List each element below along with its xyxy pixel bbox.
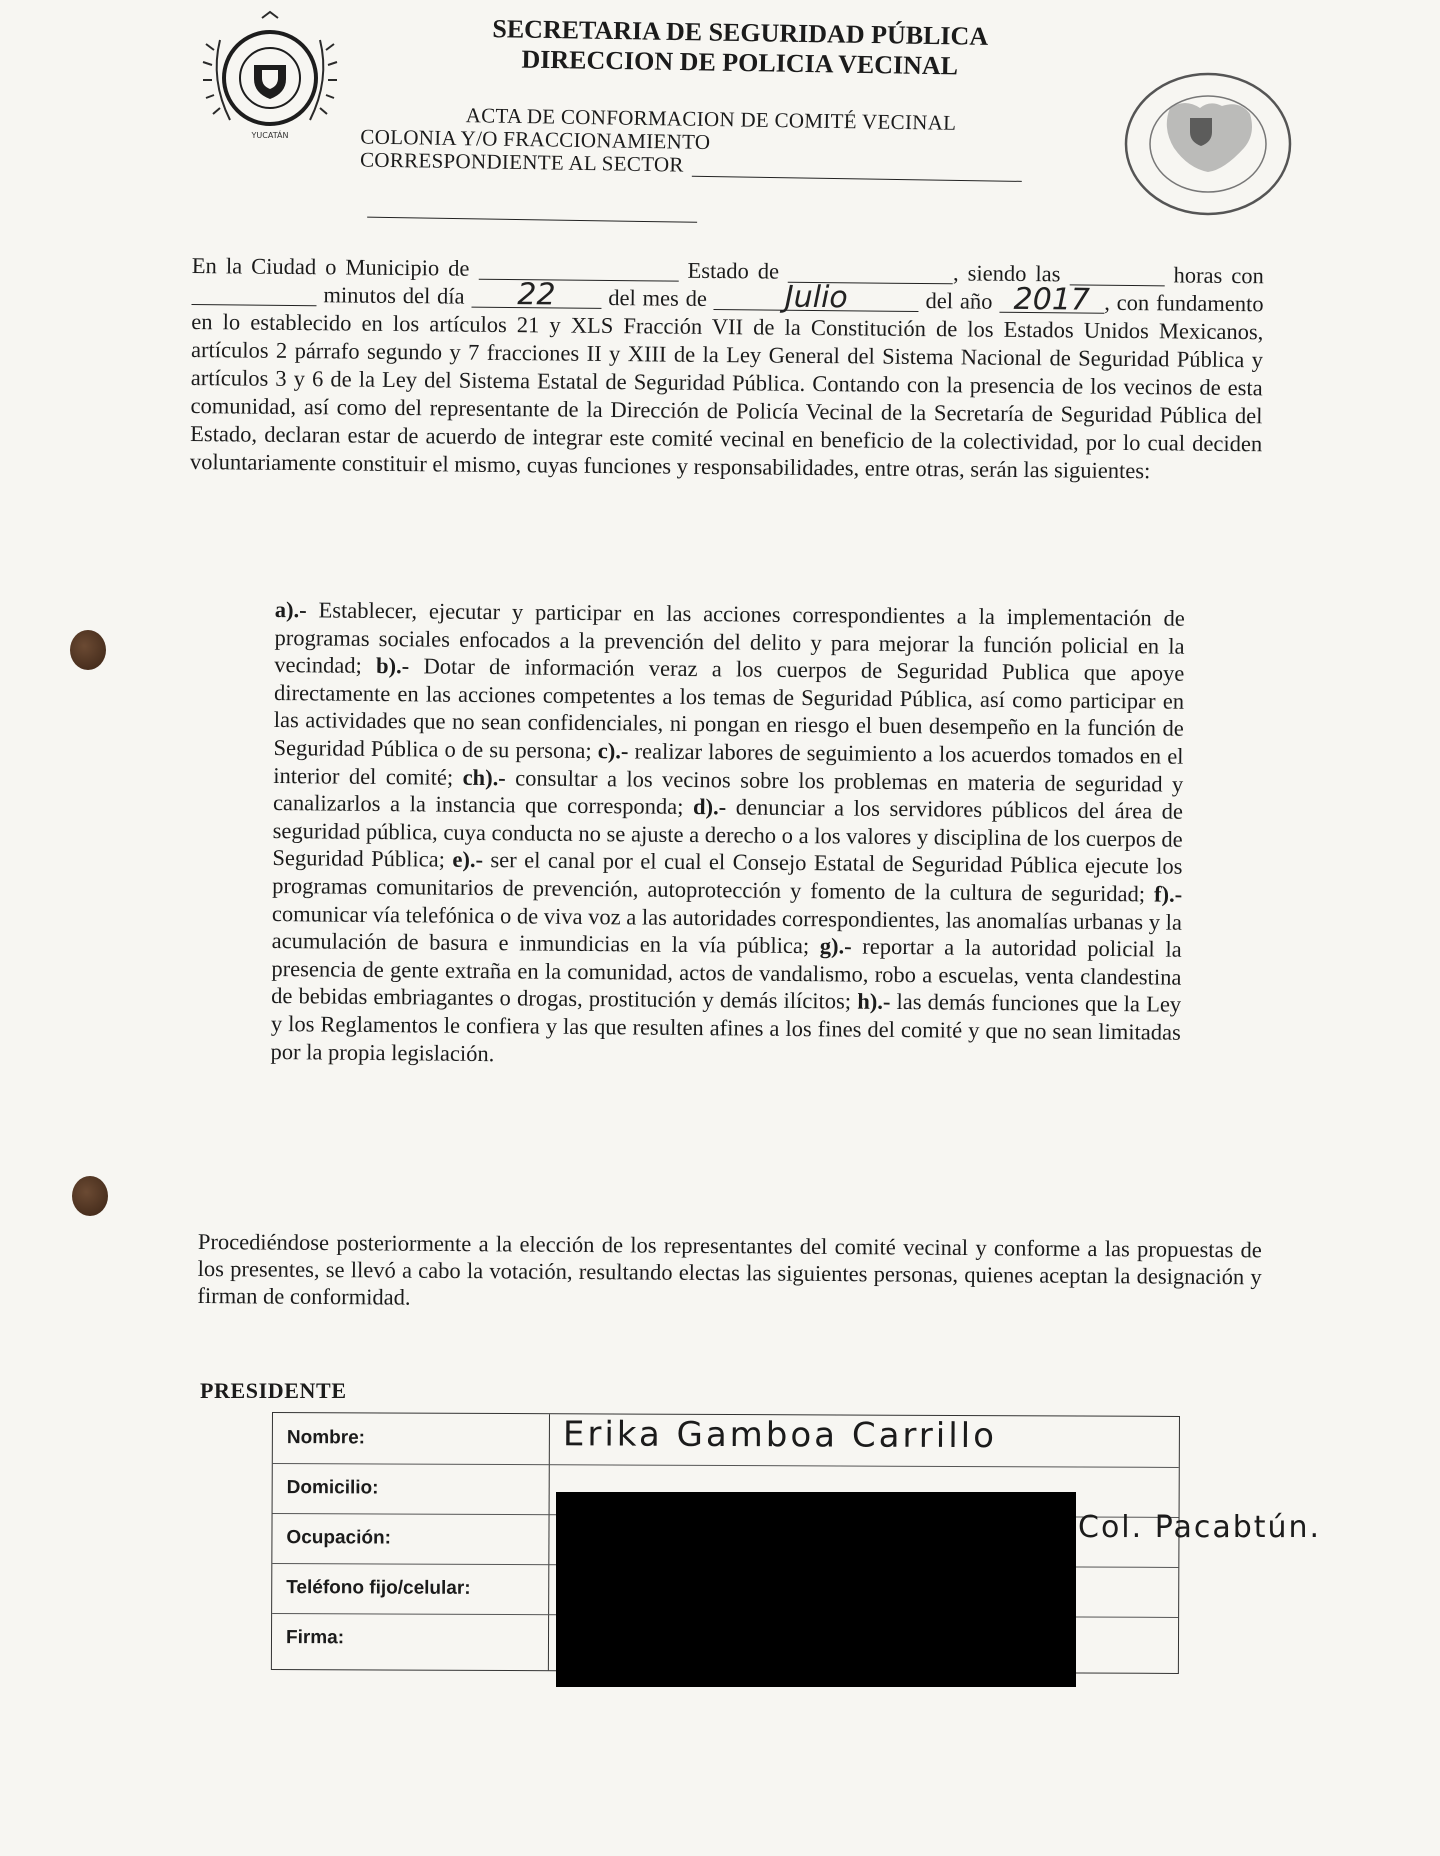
function-text: reportar a la autoridad policial la presencia de gente extraña en la comunidad, actos de vandalismo, robo a escuelas, venta clandestina de bebidas embriagantes o drogas, prostitución y demás ilícitos; — [271, 933, 1182, 1014]
header-subtitle — [359, 103, 1061, 229]
intro-hours-label: horas con — [1173, 262, 1264, 289]
intro-month-label: del mes de — [608, 284, 708, 311]
function-text: realizar labores de seguimiento a los acuerdos tomados en el interior del comité; — [273, 738, 1184, 790]
function-text: denunciar a los servidores públicos del área de seguridad pública, cuya conducta no se ajuste a derecho o a los valores y disciplina de los cuerpos de Seguridad Pública; — [272, 794, 1184, 873]
intro-body: , con fundamento en lo establecido en los artículos 21 y XLS Fracción VII de la Constitución de los Estados Unidos Mexicanos, artículos 2 párrafo segundo y 7 fracciones II y XIII de la Ley General del Sistema Nacional de Seguridad Pública y artículos 3 y 6 de la Ley del Sistema Estatal de Seguridad Pública. Contando con la presencia de los vecinos de esta comunidad, así como del representante de la Dirección de Policía Vecinal de la Secretaría de Seguridad Pública del Estado, declaran estar de acuerdo de integrar este comité vecinal en beneficio de la colectividad, por lo cual deciden voluntariamente constituir el mismo, cuyas funciones y responsabilidades, entre otras, serán las siguientes: — [189, 289, 1264, 484]
president-title: PRESIDENTE — [200, 1378, 347, 1403]
function-text: comunicar vía telefónica o de viva voz a las autoridades correspondientes, las anomalías urbanas y la acumulación de basura e inmundicias en la vía pública; — [271, 900, 1183, 959]
colonia-label: COLONIA Y/O FRACCIONAMIENTO — [360, 124, 711, 155]
intro-paragraph — [190, 252, 1264, 486]
seal-stamp-icon — [1120, 68, 1295, 218]
ssp-logo-icon — [200, 10, 340, 150]
sector-label: CORRESPONDIENTE AL SECTOR — [359, 147, 684, 177]
function-key: f).- — [1153, 881, 1183, 907]
name-label: Nombre: — [286, 1427, 366, 1449]
function-text: consultar a los vecinos sobre los problemas en materia de seguridad y canalizarlos a la instancia que corresponda; — [272, 764, 1184, 820]
minutes-blank — [191, 280, 316, 306]
function-key: h).- — [857, 988, 891, 1015]
header-line-2: DIRECCION DE POLICIA VECINAL — [521, 44, 959, 81]
day-value: 22 — [471, 283, 601, 309]
function-key: e).- — [452, 847, 484, 873]
intro-city-label: En la Ciudad o Municipio de — [191, 252, 470, 281]
function-text: Establecer, ejecutar y participar en las acciones correspondientes a la implementación de programas sociales enfocados a la prevención del delito y para mejorar la función policial en la vecindad; — [274, 597, 1185, 679]
table-row-name — [273, 1413, 1179, 1468]
city-blank — [478, 255, 678, 282]
signature-label: Firma: — [285, 1627, 345, 1649]
intro-year-label: del año — [925, 288, 993, 314]
name-value: Erika Gamboa Carrillo — [562, 1414, 998, 1457]
header-line-1: SECRETARIA DE SEGURIDAD PÚBLICA — [492, 14, 989, 51]
function-key: ch).- — [462, 764, 506, 790]
function-text: las demás funciones que la Ley y los Reglamentos le confiera y las que resulten afines a los fines del comité y que no sean limitadas por la propia legislación. — [270, 989, 1182, 1066]
function-text: Dotar de información veraz a los cuerpos de Seguridad Publica que apoye directamente en las acciones competentes a los temas de Seguridad Pública, así como participar en las actividades que no sean confidenciales, ni pongan en riesgo el buen desempeño en la función de Seguridad Pública o de su persona; — [273, 653, 1185, 764]
functions-list — [270, 596, 1184, 1074]
header-title — [460, 14, 1021, 83]
intro-state-label: Estado de — [687, 257, 780, 284]
closing-paragraph: Procediéndose posteriormente a la elección de los representantes del comité vecinal y conforme a las propuestas de los presentes, se llevó a cabo la votación, resultando electas las siguientes personas, quienes aceptan la designación y firman de conformidad. — [197, 1229, 1262, 1310]
binder-hole — [72, 1176, 108, 1216]
phone-label: Teléfono fijo/celular: — [286, 1577, 471, 1599]
function-key: g).- — [819, 933, 852, 959]
function-text: ser el canal por el cual el Consejo Estatal de Seguridad Pública ejecute los programas comunitarios de prevención, autoprotección y fomento de la cultura de seguridad; — [272, 847, 1183, 907]
occupation-label: Ocupación: — [286, 1527, 392, 1549]
intro-time-label: , siendo las — [952, 260, 1061, 287]
function-key: a).- — [274, 596, 307, 623]
function-key: b).- — [375, 653, 410, 679]
act-title: ACTA DE CONFORMACION DE COMITÉ VECINAL — [465, 103, 957, 135]
year-value: 2017 — [999, 288, 1104, 314]
sector-blank-line — [367, 217, 697, 223]
binder-hole — [70, 630, 106, 670]
address-handwritten: Col. Pacabtún. — [1078, 1510, 1322, 1545]
redaction-box — [556, 1492, 1076, 1687]
function-key: c).- — [597, 738, 629, 764]
logo-caption: YUCATÁN — [251, 131, 289, 140]
colonia-blank-line — [692, 176, 1022, 182]
month-value: Julio — [714, 285, 919, 312]
intro-day-label: minutos del día — [323, 282, 465, 309]
function-key: d).- — [692, 794, 727, 820]
address-label: Domicilio: — [286, 1477, 379, 1499]
